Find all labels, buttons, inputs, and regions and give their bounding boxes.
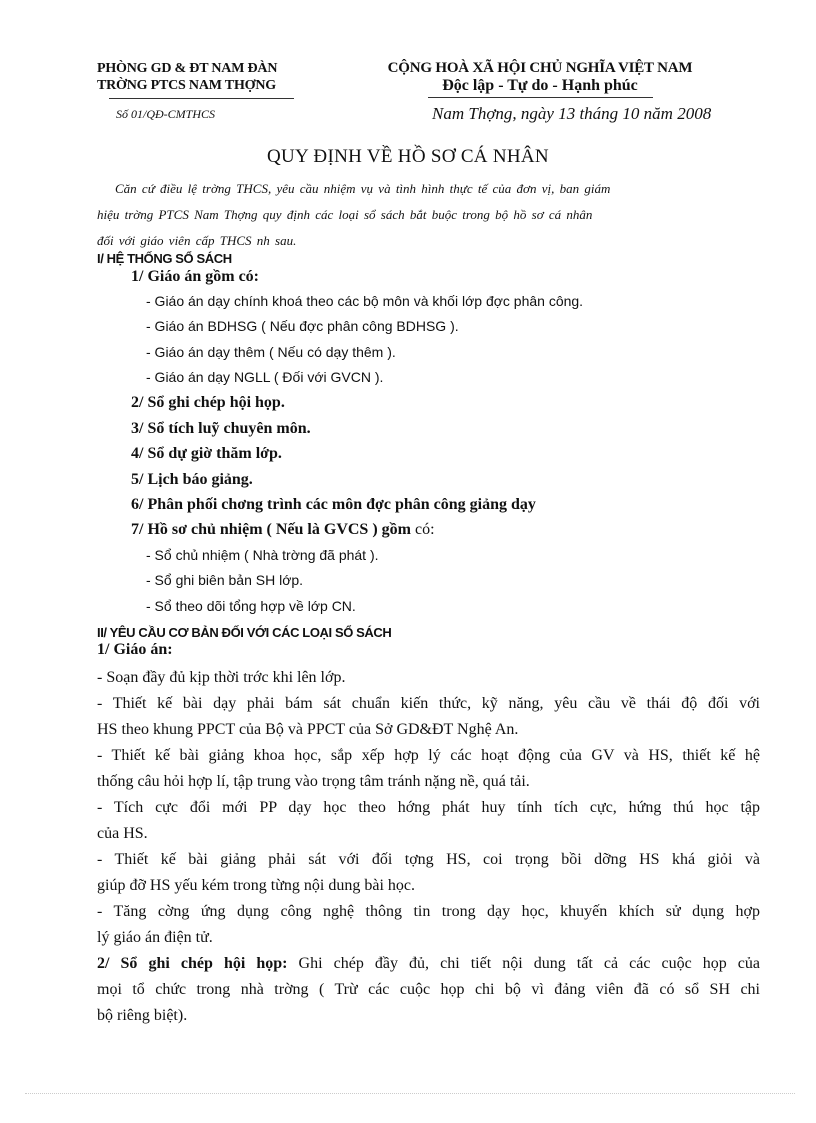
body-line: giúp đỡ HS yếu kém trong từng nội dung bài học. xyxy=(97,877,415,894)
body-line: - Tăng cờng ứng dụng công nghệ thông tin trong dạy học, khuyến khích sử dụng hợp xyxy=(97,903,760,920)
body-line: - Thiết kế bài giảng khoa học, sắp xếp hợp lý các hoạt động của GV và HS, thiết kế hệ xyxy=(97,747,760,764)
intro-line: đối với giáo viên cấp THCS nh sau. xyxy=(97,233,297,248)
motto-underline xyxy=(428,97,653,98)
body-line: HS theo khung PPCT của Bộ và PPCT của Sở GD&ĐT Nghệ An. xyxy=(97,721,519,738)
body-line: - Thiết kế bài dạy phải bám sát chuẩn kiến thức, kỹ năng, yêu cầu về thái độ đối với xyxy=(97,695,760,712)
list-item-heading: 1/ Giáo án gồm có: xyxy=(131,268,259,285)
page-bottom-rule xyxy=(25,1093,795,1094)
body-paragraph xyxy=(97,665,760,1029)
body-line: - Tích cực đổi mới PP dạy học theo hớng phát huy tính tích cực, hứng thú học tập xyxy=(97,799,760,816)
agency-name: PHÒNG GD & ĐT NAM ĐÀN xyxy=(97,61,278,76)
body-line: - Soạn đầy đủ kịp thời trớc khi lên lớp. xyxy=(97,669,346,686)
body-line: lý giáo án điện tử. xyxy=(97,929,213,946)
intro-paragraph xyxy=(97,176,760,254)
intro-line: Căn cứ điều lệ trờng THCS, yêu cầu nhiệm vụ và tình hình thực tế của đơn vị, ban giám xyxy=(115,181,611,196)
agency-header xyxy=(97,60,347,94)
body-line: bộ riêng biệt). xyxy=(97,1007,188,1024)
subsection-heading: 1/ Giáo án: xyxy=(97,641,173,658)
body-line xyxy=(97,951,760,977)
national-motto xyxy=(360,60,720,98)
document-title: QUY ĐỊNH VỀ HỒ SƠ CÁ NHÂN xyxy=(267,146,549,167)
body-line: - Thiết kế bài giảng phải sát với đối tợng HS, coi trọng bồi dỡng HS khá giỏi và xyxy=(97,851,760,868)
section-heading: I/ HỆ THỐNG SỔ SÁCH xyxy=(97,251,232,266)
body-line: của HS. xyxy=(97,825,148,842)
body-line: thống câu hỏi hợp lí, tập trung vào trọng tâm tránh nặng nề, quá tải. xyxy=(97,773,530,790)
section-heading: II/ YÊU CẦU CƠ BẢN ĐỐI VỚI CÁC LOẠI SỔ SÁCH xyxy=(97,625,392,640)
list-sub-item: - Giáo án dạy NGLL ( Đối với GVCN ). xyxy=(146,369,384,385)
inline-text: Ghi chép đầy đủ, chi tiết nội dung tất cả các cuộc họp của xyxy=(287,955,761,972)
motto: Độc lập - Tự do - Hạnh phúc xyxy=(442,77,638,94)
school-name: TRỜNG PTCS NAM THỢNG xyxy=(97,78,276,93)
list-item-heading: 2/ Sổ ghi chép hội họp. xyxy=(131,394,285,411)
list-sub-item: - Giáo án dạy thêm ( Nếu có dạy thêm ). xyxy=(146,344,396,360)
item7-rest: có: xyxy=(410,521,435,538)
list-item-heading: 6/ Phân phối chơng trình các môn đợc phân công giảng dạy xyxy=(131,496,536,513)
list-item-heading: 3/ Sổ tích luỹ chuyên môn. xyxy=(131,420,311,437)
list-sub-item: - Giáo án dạy chính khoá theo các bộ môn và khối lớp đợc phân công. xyxy=(146,293,584,309)
list-item-heading xyxy=(131,521,435,539)
item7-bold: 7/ Hồ sơ chủ nhiệm ( Nếu là GVCS ) gồm xyxy=(131,521,411,538)
document-number: Số 01/QĐ-CMTHCS xyxy=(116,107,216,121)
inline-heading: 2/ Sổ ghi chép hội họp: xyxy=(97,955,288,972)
list-item-heading: 5/ Lịch báo giảng. xyxy=(131,471,253,488)
place-date: Nam Thợng, ngày 13 tháng 10 năm 2008 xyxy=(432,104,712,123)
list-sub-item: - Sổ theo dõi tổng hợp về lớp CN. xyxy=(146,598,356,614)
list-item-heading: 4/ Sổ dự giờ thăm lớp. xyxy=(131,445,282,462)
list-sub-item: - Sổ chủ nhiệm ( Nhà trờng đã phát ). xyxy=(146,547,379,563)
list-sub-item: - Giáo án BDHSG ( Nếu đợc phân công BDHSG ). xyxy=(146,318,459,334)
body-line: mọi tổ chức trong nhà trờng ( Trừ các cuộc họp chi bộ vì đảng viên đã có sổ SH chi xyxy=(97,981,760,998)
list-sub-item: - Sổ ghi biên bản SH lớp. xyxy=(146,572,304,588)
agency-underline xyxy=(109,98,294,99)
country-name: CỘNG HOÀ XÃ HỘI CHỦ NGHĨA VIỆT NAM xyxy=(387,60,693,76)
intro-line: hiệu trờng PTCS Nam Thợng quy định các loại sổ sách bắt buộc trong bộ hồ sơ cá nhân xyxy=(97,207,593,222)
